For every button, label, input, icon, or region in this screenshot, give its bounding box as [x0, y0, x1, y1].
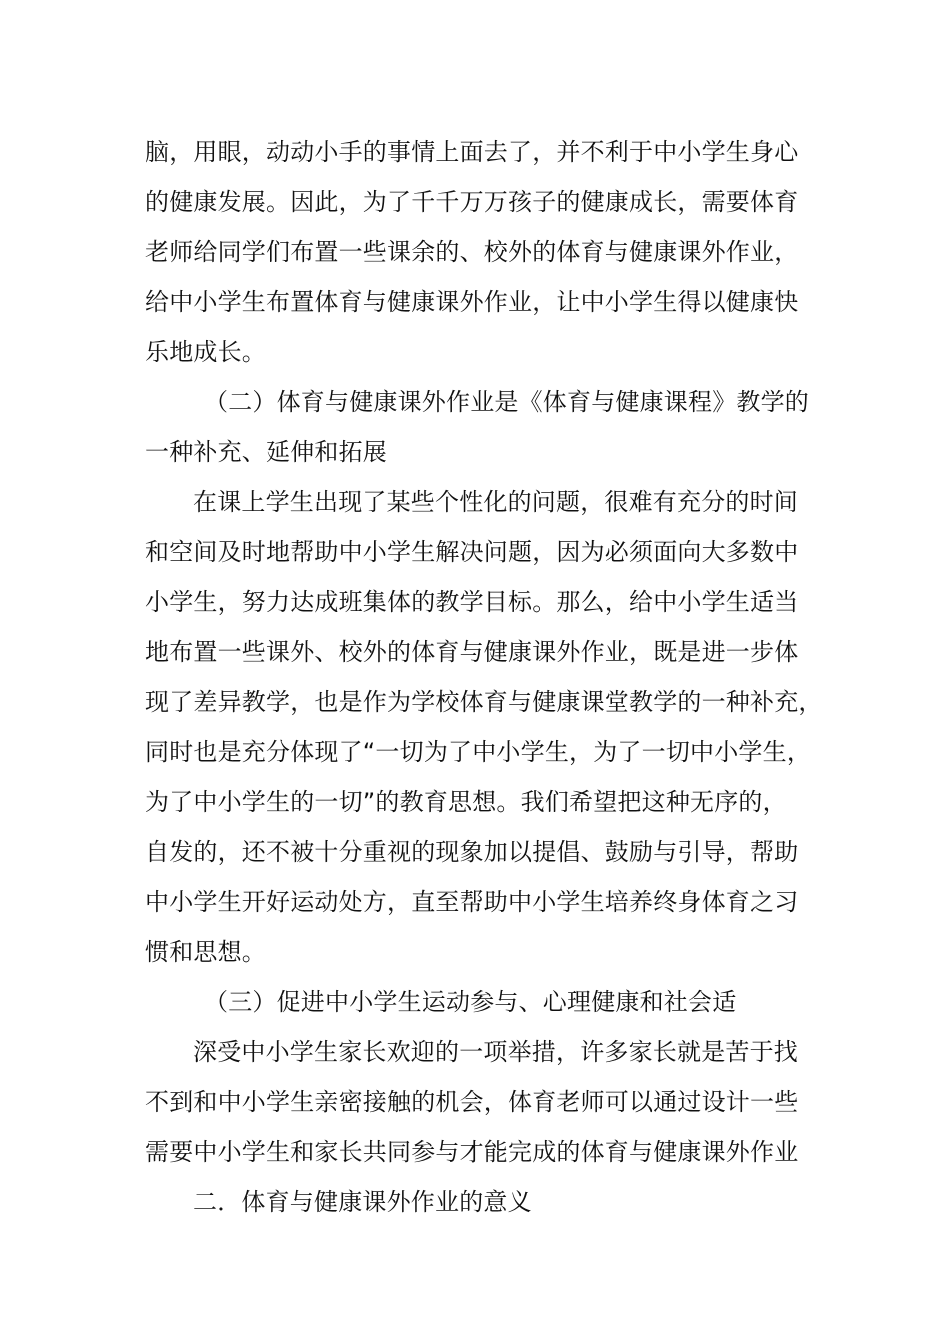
body-text-line: 老师给同学们布置一些课余的、校外的体育与健康课外作业， — [145, 238, 799, 266]
paragraph-start: 深受中小学生家长欢迎的一项举措，许多家长就是苦于找 — [193, 1038, 798, 1066]
body-text-line: 脑，用眼，动动小手的事情上面去了，并不利于中小学生身心 — [145, 138, 799, 166]
body-text-line: 自发的，还不被十分重视的现象加以提倡、鼓励与引导，帮助 — [145, 838, 799, 866]
body-text-line: 同时也是充分体现了“一切为了中小学生，为了一切中小学生， — [145, 738, 812, 766]
body-text-line: 乐地成长。 — [145, 338, 266, 366]
body-text-line: 给中小学生布置体育与健康课外作业，让中小学生得以健康快 — [145, 288, 799, 316]
section-heading-3: （三）促进中小学生运动参与、心理健康和社会适 — [204, 988, 737, 1016]
chapter-heading: 二．体育与健康课外作业的意义 — [193, 1188, 532, 1216]
body-text-line: 惯和思想。 — [145, 938, 266, 966]
paragraph-start: 在课上学生出现了某些个性化的问题，很难有充分的时间 — [193, 488, 798, 516]
body-text-line: 和空间及时地帮助中小学生解决问题，因为必须面向大多数中 — [145, 538, 799, 566]
section-heading-2: （二）体育与健康课外作业是《体育与健康课程》教学的 — [204, 388, 809, 416]
body-text-line: 中小学生开好运动处方，直至帮助中小学生培养终身体育之习 — [145, 888, 799, 916]
body-text-line: 小学生，努力达成班集体的教学目标。那么，给中小学生适当 — [145, 588, 799, 616]
body-text-line: 需要中小学生和家长共同参与才能完成的体育与健康课外作业 — [145, 1138, 799, 1166]
body-text-line: 为了中小学生的一切”的教育思想。我们希望把这种无序的， — [145, 788, 787, 816]
body-text-line: 地布置一些课外、校外的体育与健康课外作业，既是进一步体 — [145, 638, 799, 666]
body-text-line: 不到和中小学生亲密接触的机会，体育老师可以通过设计一些 — [145, 1088, 799, 1116]
body-text-line: 现了差异教学，也是作为学校体育与健康课堂教学的一种补充， — [145, 688, 823, 716]
body-text-line: 的健康发展。因此，为了千千万万孩子的健康成长，需要体育 — [145, 188, 799, 216]
section-heading-2-continued: 一种补充、延伸和拓展 — [145, 438, 387, 466]
